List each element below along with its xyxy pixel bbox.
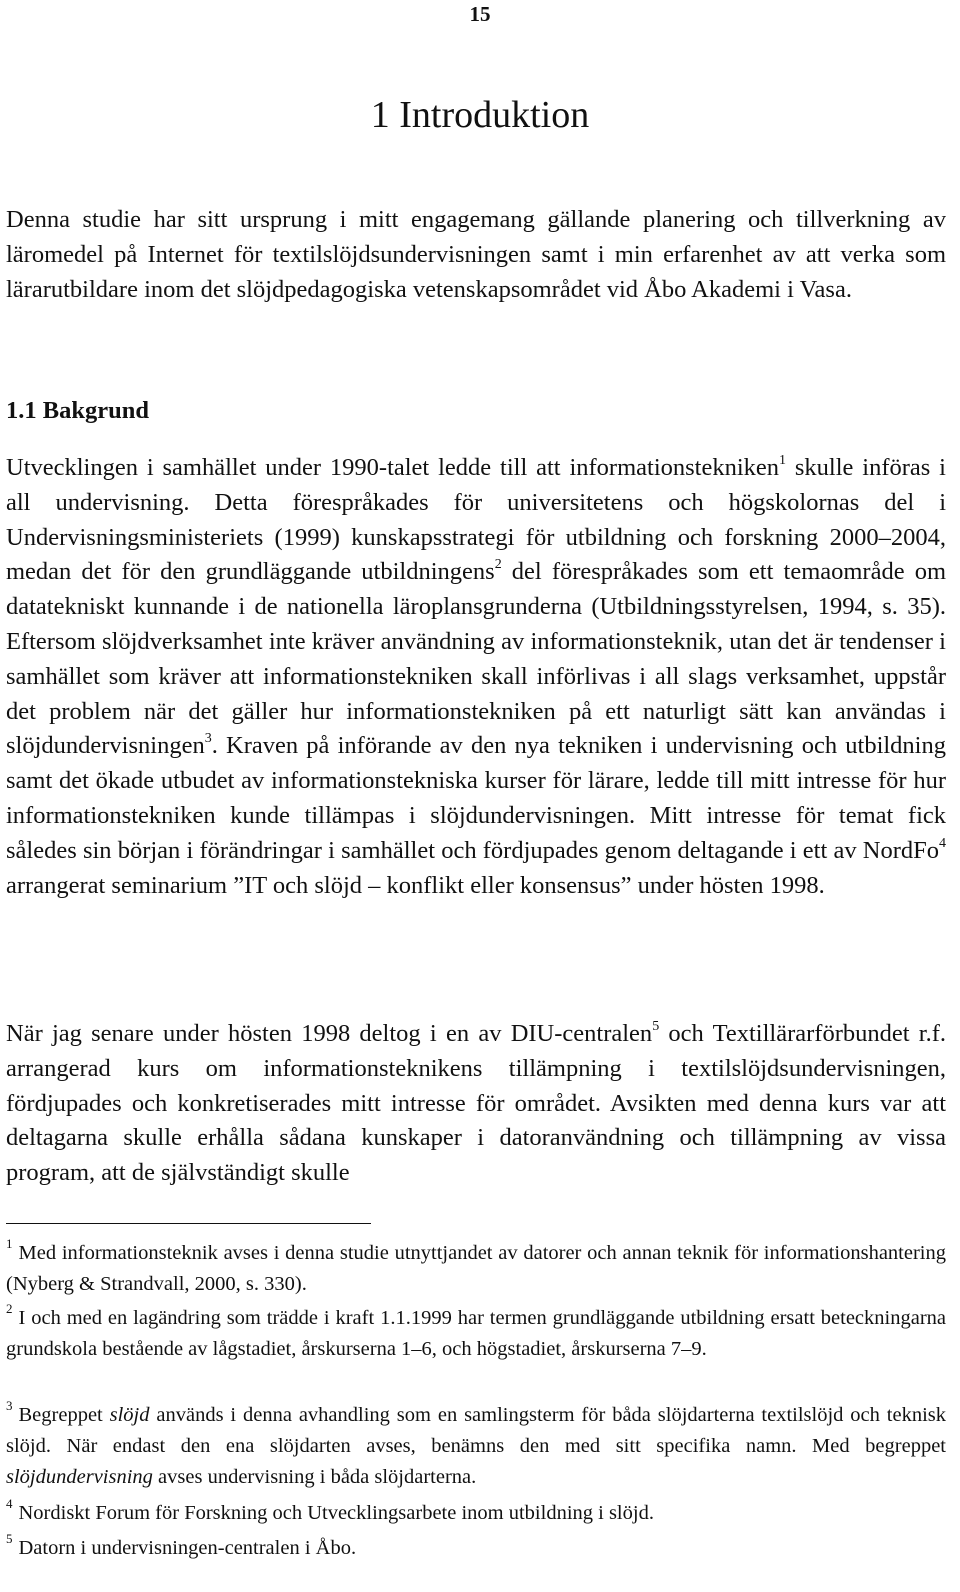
footnote-mark: 5 (6, 1531, 13, 1547)
footnote-ref-1: 1 (779, 452, 787, 468)
footnote-term: slöjdundervisning (6, 1466, 153, 1488)
footnote-3 (6, 1400, 946, 1493)
footnote-separator (6, 1223, 371, 1224)
footnote-mark: 4 (6, 1496, 13, 1512)
page-number: 15 (469, 2, 491, 26)
paragraph-text: . Kraven på införande av den nya tekniken i undervisning och utbildning samt det ökade utbudet av informationstekniska kurser för lärare, ledde till mitt intresse för hur informationstekniken kunde tillämpas i slöjdundervisningen. Mitt intresse för temat fick således sin början i förändringar i samhället och fördjupades genom deltagande i ett av NordFo (6, 732, 946, 864)
footnote-mark: 2 (6, 1301, 13, 1317)
footnote-text: Nordiskt Forum för Forskning och Utvecklingsarbete inom utbildning i slöjd. (18, 1502, 654, 1524)
paragraph-text: skulle införas i all undervisning. Detta förespråkades för universitetens och högskolornas del i Undervisningsministeriets (1999) kunskapsstrategi för utbildning och forskning 2000–2004, medan det för den grundläggande utbildningens (6, 454, 946, 586)
footnote-text: Med informationsteknik avses i denna studie utnyttjandet av datorer och annan teknik för informationshantering (Nyberg & Strandvall, 2000, s. 330). (6, 1242, 946, 1295)
footnote-text: avses undervisning i båda slöjdarterna. (152, 1466, 477, 1488)
footnote-text: används i denna avhandling som en samlingsterm för båda slöjdarterna textilslöjd och teknisk slöjd. När endast den ena slöjdarten avses, benämns den med sitt specifika namn. Med begreppet (6, 1404, 946, 1457)
section-heading-bakgrund: 1.1 Bakgrund (6, 397, 149, 424)
footnote-text: Datorn i undervisningen-centralen i Åbo. (18, 1537, 357, 1559)
paragraph-text: När jag senare under hösten 1998 deltog i en av DIU-centralen (6, 1020, 653, 1047)
footnote-2 (6, 1303, 946, 1365)
footnote-text: Begreppet (18, 1404, 110, 1426)
footnote-1 (6, 1238, 946, 1300)
footnote-ref-2: 2 (494, 557, 502, 573)
footnote-ref-5: 5 (652, 1018, 660, 1034)
paragraph-text: och Textillärarförbundet r.f. arrangerad kurs om informationsteknikens tillämpning i textilslöjdsundervisningen, fördjupades och konkretiserades mitt intresse för området. Avsikten med denna kurs var att deltagarna skulle erhålla sådana kunskaper i datoranvändning och tillämpning av vissa program, att de självständigt skulle (6, 1020, 946, 1187)
intro-paragraph: Denna studie har sitt ursprung i mitt engagemang gällande planering och tillverkning av läromedel på Internet för textilslöjdsundervisningen samt i min erfarenhet av att verka som lärarutbildare inom det slöjdpedagogiska vetenskapsområdet vid Åbo Akademi i Vasa. (6, 206, 946, 303)
footnote-5 (6, 1533, 946, 1564)
footnote-ref-4: 4 (939, 835, 946, 851)
footnote-ref-3: 3 (204, 731, 212, 747)
bakgrund-paragraph-1 (6, 451, 946, 903)
paragraph-text: del förespråkades som ett temaområde om datatekniskt kunnande i de nationella läroplansgrunderna (Utbildningsstyrelsen, 1994, s. 35). Eftersom slöjdverksamhet inte kräver användning av informationsteknik, utan det är tendenser i samhället som kräver att informationstekniken skall införlivas i all slags verksamhet, uppstår det problem när det gäller hur informationstekniken på ett naturligt sätt kan användas i slöjdundervisningen (6, 558, 947, 760)
paragraph-text: arrangerat seminarium ”IT och slöjd – konflikt eller konsensus” under hösten 1998. (6, 871, 825, 899)
footnote-term: slöjd (109, 1404, 150, 1426)
footnote-mark: 3 (6, 1398, 13, 1414)
paragraph-text: Utvecklingen i samhället under 1990-talet ledde till att informationstekniken (6, 454, 780, 481)
footnote-text: I och med en lagändring som trädde i kraft 1.1.1999 har termen grundläggande utbildning ersatt beteckningarna grundskola bestående av lågstadiet, årskurserna 1–6, och högstadiet, årskurserna 7–9. (6, 1307, 946, 1360)
footnote-mark: 1 (6, 1236, 13, 1252)
chapter-title: 1 Introduktion (370, 94, 590, 136)
bakgrund-paragraph-2 (6, 1017, 946, 1191)
footnote-4 (6, 1498, 946, 1529)
